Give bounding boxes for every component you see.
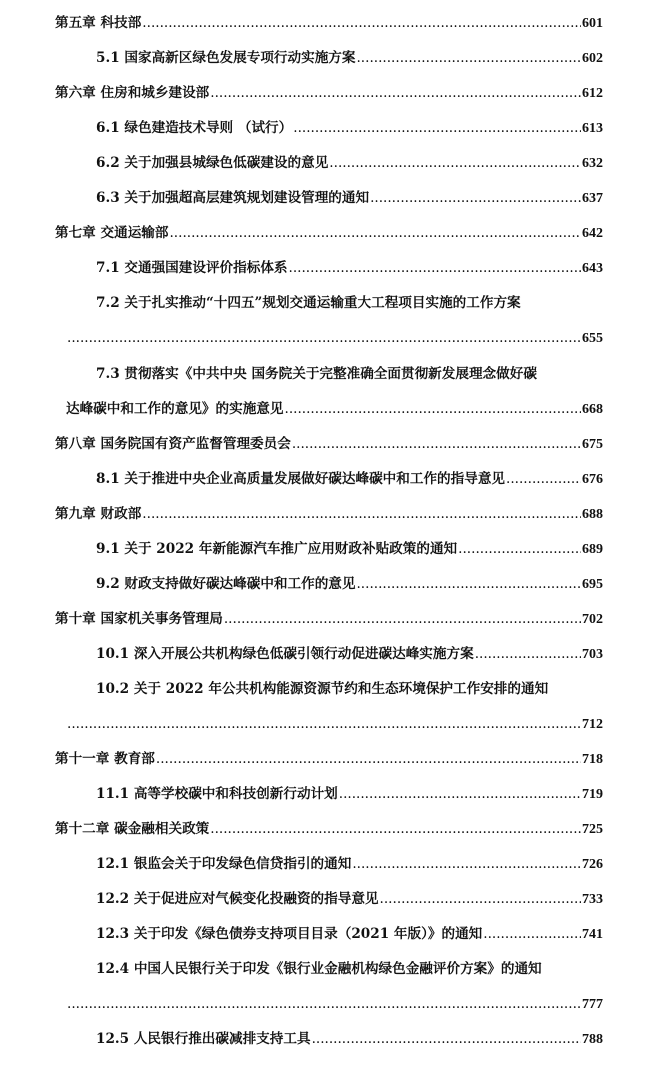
- toc-page-number: 612: [582, 86, 603, 101]
- toc-entry-label: 第十二章 碳金融相关政策: [55, 821, 210, 837]
- toc-page-number: 712: [582, 717, 603, 732]
- dot-leader: [67, 327, 581, 349]
- dot-leader: [156, 748, 581, 770]
- toc-page-number: 642: [582, 226, 603, 241]
- toc-page-number: 643: [582, 261, 603, 276]
- dot-leader: [356, 573, 581, 595]
- toc-section-entry: [96, 853, 603, 875]
- toc-entry-label: 第六章 住房和城乡建设部: [55, 85, 210, 101]
- toc-page-number: 632: [582, 156, 603, 171]
- toc-entry-label: 12.3 关于印发《绿色债券支持项目目录（2021 年版）》的通知: [96, 926, 483, 942]
- toc-chapter-entry: [55, 503, 603, 525]
- dot-leader: [312, 1028, 581, 1050]
- toc-section-entry: [96, 152, 603, 174]
- dot-leader: [339, 783, 581, 805]
- dot-leader: [169, 222, 581, 244]
- toc-page-number: 689: [582, 542, 603, 557]
- toc-entry-label: 11.1 高等学校碳中和科技创新行动计划: [96, 786, 338, 802]
- dot-leader: [289, 257, 581, 279]
- toc-section-entry: [96, 538, 603, 560]
- toc-entry-label: 第五章 科技部: [55, 15, 142, 31]
- toc-section-entry: [96, 363, 603, 385]
- toc-page-number: 637: [582, 191, 603, 206]
- toc-chapter-entry: [55, 433, 603, 455]
- toc-section-entry: [96, 958, 603, 980]
- toc-page-number: 703: [582, 647, 603, 662]
- toc-entry-label: 第八章 国务院国有资产监督管理委员会: [55, 436, 291, 452]
- toc-section-entry: [96, 1028, 603, 1050]
- toc-page-number: 788: [582, 1032, 603, 1047]
- toc-entry-label: 第七章 交通运输部: [55, 225, 169, 241]
- toc-page-number: 718: [582, 752, 603, 767]
- toc-chapter-entry: [55, 608, 603, 630]
- dot-leader: [224, 608, 581, 630]
- toc-entry-continuation: [66, 993, 603, 1015]
- toc-entry-label: 6.3 关于加强超高层建筑规划建设管理的通知: [96, 190, 370, 206]
- toc-page-number: 719: [582, 787, 603, 802]
- dot-leader: [483, 923, 581, 945]
- toc-chapter-entry: [55, 82, 603, 104]
- toc-entry-label: 7.2 关于扎实推动“十四五”规划交通运输重大工程项目实施的工作方案: [96, 295, 521, 311]
- dot-leader: [292, 433, 581, 455]
- toc-entry-label: 9.2 财政支持做好碳达峰碳中和工作的意见: [96, 576, 356, 592]
- toc-chapter-entry: [55, 222, 603, 244]
- toc-entry-label: 达峰碳中和工作的意见》的实施意见: [66, 401, 284, 417]
- toc-page-number: 726: [582, 857, 603, 872]
- toc-entry-label: 6.1 绿色建造技术导则 （试行）: [96, 120, 293, 136]
- toc-page-number: 688: [582, 507, 603, 522]
- dot-leader: [370, 187, 581, 209]
- toc-entry-label: 7.3 贯彻落实《中共中央 国务院关于完整准确全面贯彻新发展理念做好碳: [96, 366, 537, 382]
- dot-leader: [352, 853, 581, 875]
- toc-page-number: 733: [582, 892, 603, 907]
- toc-entry-label: 9.1 关于 2022 年新能源汽车推广应用财政补贴政策的通知: [96, 541, 458, 557]
- dot-leader: [67, 713, 581, 735]
- toc-page-number: 675: [582, 437, 603, 452]
- toc-page-number: 602: [582, 51, 603, 66]
- toc-page-number: 668: [582, 402, 603, 417]
- toc-page-number: 655: [582, 331, 603, 346]
- toc-chapter-entry: [55, 12, 603, 34]
- dot-leader: [142, 12, 581, 34]
- toc-section-entry: [96, 187, 603, 209]
- toc-entry-label: 12.5 人民银行推出碳减排支持工具: [96, 1031, 311, 1047]
- toc-section-entry: [96, 257, 603, 279]
- toc-page-number: 676: [582, 472, 603, 487]
- toc-section-entry: [96, 573, 603, 595]
- dot-leader: [285, 398, 582, 420]
- toc-section-entry: [96, 468, 603, 490]
- dot-leader: [142, 503, 581, 525]
- toc-page-number: 613: [582, 121, 603, 136]
- toc-page-number: 741: [582, 927, 603, 942]
- toc-entry-label: 8.1 关于推进中央企业高质量发展做好碳达峰碳中和工作的指导意见: [96, 471, 506, 487]
- toc-section-entry: [96, 678, 603, 700]
- toc-entry-label: 12.1 银监会关于印发绿色信贷指引的通知: [96, 856, 352, 872]
- dot-leader: [329, 152, 581, 174]
- toc-section-entry: [96, 888, 603, 910]
- dot-leader: [506, 468, 581, 490]
- toc-entry-label: 6.2 关于加强县城绿色低碳建设的意见: [96, 155, 329, 171]
- toc-page-number: 695: [582, 577, 603, 592]
- dot-leader: [458, 538, 581, 560]
- toc-entry-label: 第十章 国家机关事务管理局: [55, 611, 223, 627]
- toc-entry-continuation: [66, 713, 603, 735]
- toc-chapter-entry: [55, 748, 603, 770]
- toc-page-number: 725: [582, 822, 603, 837]
- toc-section-entry: [96, 117, 603, 139]
- toc-chapter-entry: [55, 818, 603, 840]
- toc-entry-continuation: [66, 327, 603, 349]
- dot-leader: [475, 643, 581, 665]
- dot-leader: [293, 117, 581, 139]
- toc-section-entry: [96, 292, 603, 314]
- toc-page-number: 601: [582, 16, 603, 31]
- toc-entry-label: 7.1 交通强国建设评价指标体系: [96, 260, 288, 276]
- dot-leader: [356, 47, 581, 69]
- toc-entry-continuation: [66, 398, 603, 420]
- dot-leader: [210, 818, 581, 840]
- dot-leader: [380, 888, 581, 910]
- toc-page-number: 702: [582, 612, 603, 627]
- toc-entry-label: 5.1 国家高新区绿色发展专项行动实施方案: [96, 50, 356, 66]
- toc-page-number: 777: [582, 997, 603, 1012]
- toc-section-entry: [96, 923, 603, 945]
- toc-entry-label: 第九章 财政部: [55, 506, 142, 522]
- dot-leader: [67, 993, 581, 1015]
- toc-entry-label: 第十一章 教育部: [55, 751, 155, 767]
- toc-section-entry: [96, 783, 603, 805]
- toc-section-entry: [96, 47, 603, 69]
- toc-entry-label: 10.2 关于 2022 年公共机构能源资源节约和生态环境保护工作安排的通知: [96, 681, 549, 697]
- toc-entry-label: 10.1 深入开展公共机构绿色低碳引领行动促进碳达峰实施方案: [96, 646, 474, 662]
- toc-section-entry: [96, 643, 603, 665]
- toc-entry-label: 12.2 关于促进应对气候变化投融资的指导意见: [96, 891, 379, 907]
- dot-leader: [210, 82, 581, 104]
- toc-entry-label: 12.4 中国人民银行关于印发《银行业金融机构绿色金融评价方案》的通知: [96, 961, 542, 977]
